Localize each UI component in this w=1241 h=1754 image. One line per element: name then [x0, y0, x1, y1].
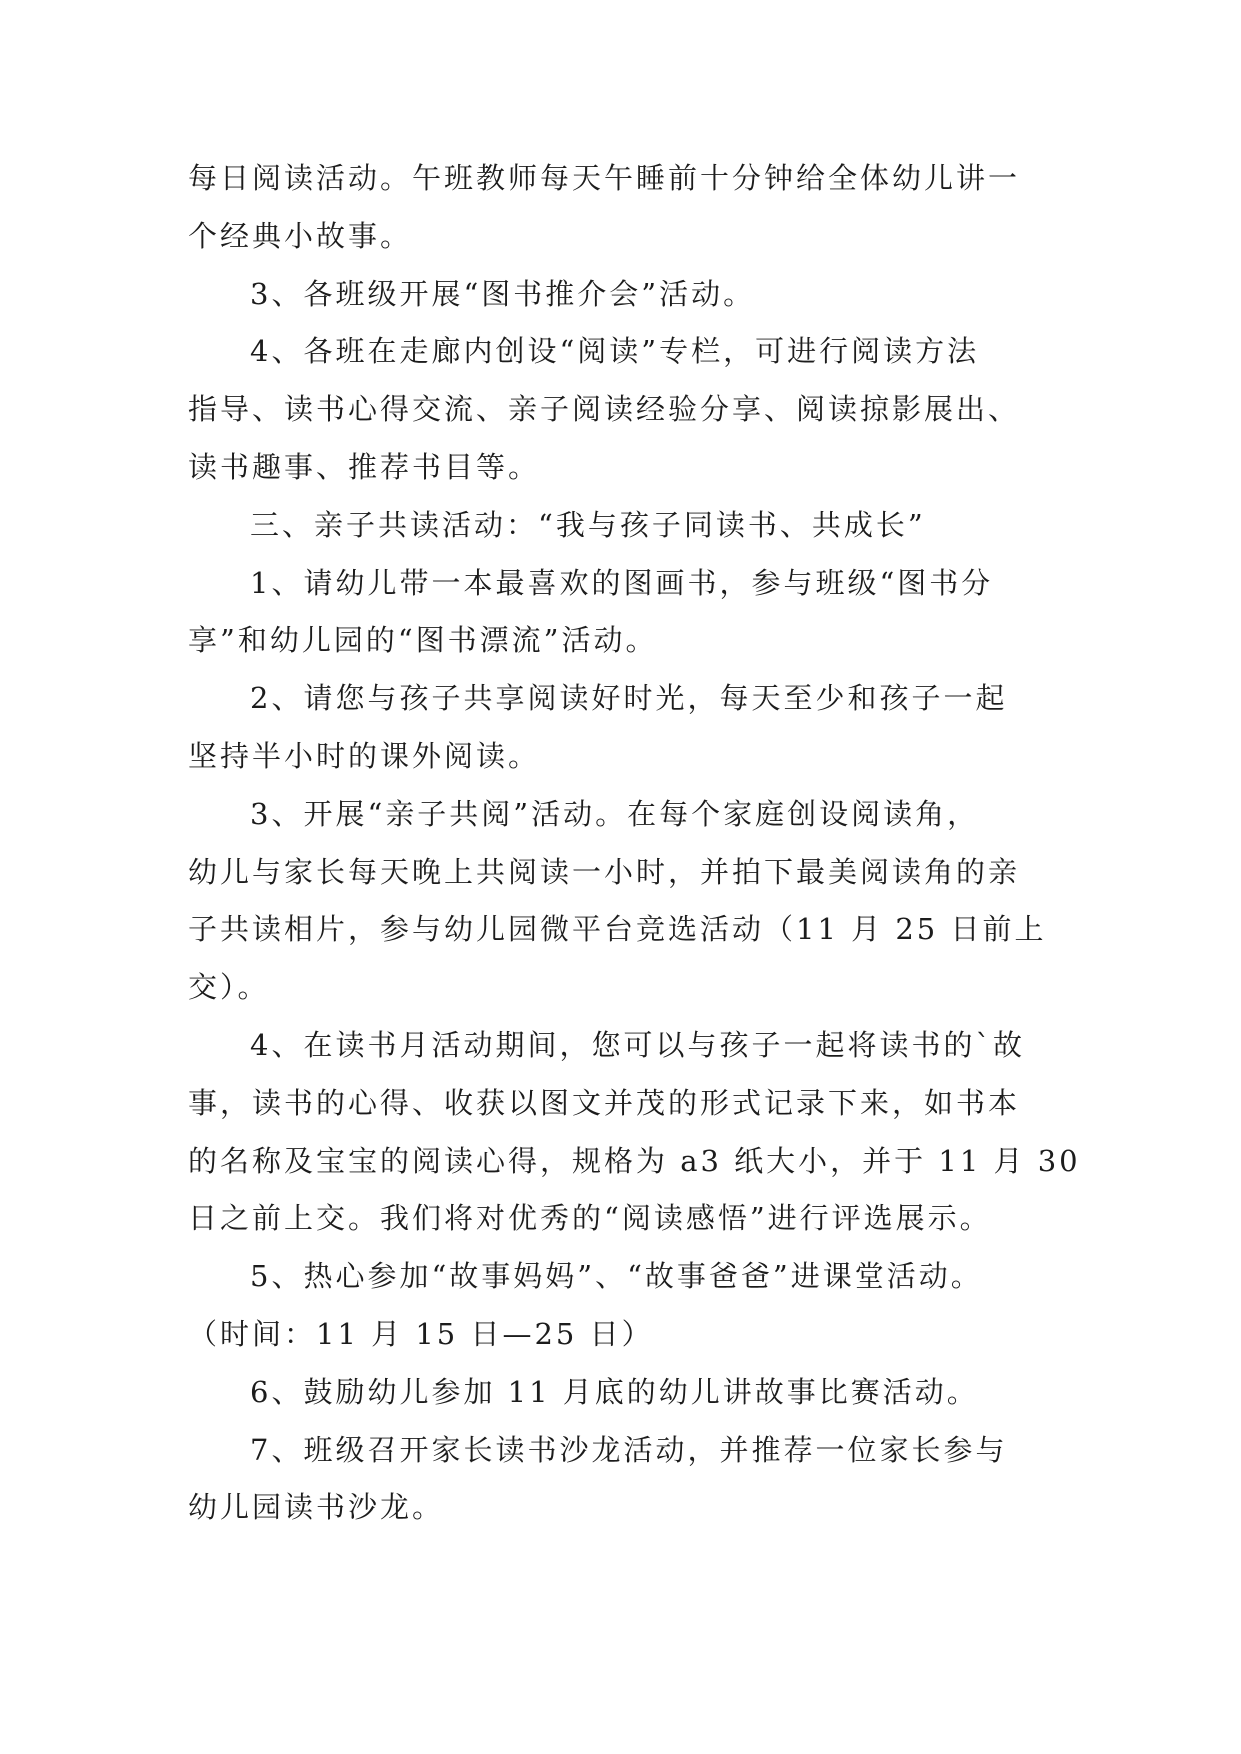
text-line: 事，读书的心得、收获以图文并茂的形式记录下来，如书本 [188, 1085, 1021, 1120]
text-line: 4、在读书月活动期间，您可以与孩子一起将读书的`故 [250, 1027, 1025, 1062]
text-line: （时间：11 月 15 日—25 日） [188, 1316, 654, 1351]
text-line: 2、请您与孩子共享阅读好时光，每天至少和孩子一起 [250, 681, 1008, 716]
text-line: 交）。 [188, 970, 270, 1005]
text-line: 3、开展“亲子共阅”活动。在每个家庭创设阅读角， [250, 796, 980, 831]
text-line: 幼儿与家长每天晚上共阅读一小时，并拍下最美阅读角的亲 [188, 854, 1021, 889]
text-line: 指导、读书心得交流、亲子阅读经验分享、阅读掠影展出、 [188, 392, 1021, 427]
text-line: 7、班级召开家长读书沙龙活动，并推荐一位家长参与 [250, 1432, 1008, 1467]
text-line: 3、各班级开展“图书推介会”活动。 [250, 276, 756, 311]
text-line: 坚持半小时的课外阅读。 [188, 738, 541, 773]
text-line: 幼儿园读书沙龙。 [188, 1490, 445, 1525]
text-line: 6、鼓励幼儿参加 11 月底的幼儿讲故事比赛活动。 [250, 1374, 979, 1409]
text-line: 的名称及宝宝的阅读心得，规格为 a3 纸大小，并于 11 月 30 [188, 1143, 1081, 1178]
text-line: 享”和幼儿园的“图书漂流”活动。 [188, 623, 658, 658]
text-line: 5、热心参加“故事妈妈”、“故事爸爸”进课堂活动。 [250, 1259, 983, 1294]
text-line: 读书趣事、推荐书目等。 [188, 449, 541, 484]
document-body [188, 150, 1081, 1537]
section-heading: 三、亲子共读活动：“我与孩子同读书、共成长” [250, 507, 926, 542]
text-line: 子共读相片，参与幼儿园微平台竞选活动（11 月 25 日前上 [188, 912, 1047, 947]
text-line: 个经典小故事。 [188, 218, 413, 253]
text-line: 4、各班在走廊内创设“阅读”专栏，可进行阅读方法 [250, 334, 980, 369]
text-line: 1、请幼儿带一本最喜欢的图画书，参与班级“图书分 [250, 565, 994, 600]
text-line: 每日阅读活动。午班教师每天午睡前十分钟给全体幼儿讲一 [188, 161, 1021, 195]
text-line: 日之前上交。我们将对优秀的“阅读感悟”进行评选展示。 [188, 1201, 992, 1236]
